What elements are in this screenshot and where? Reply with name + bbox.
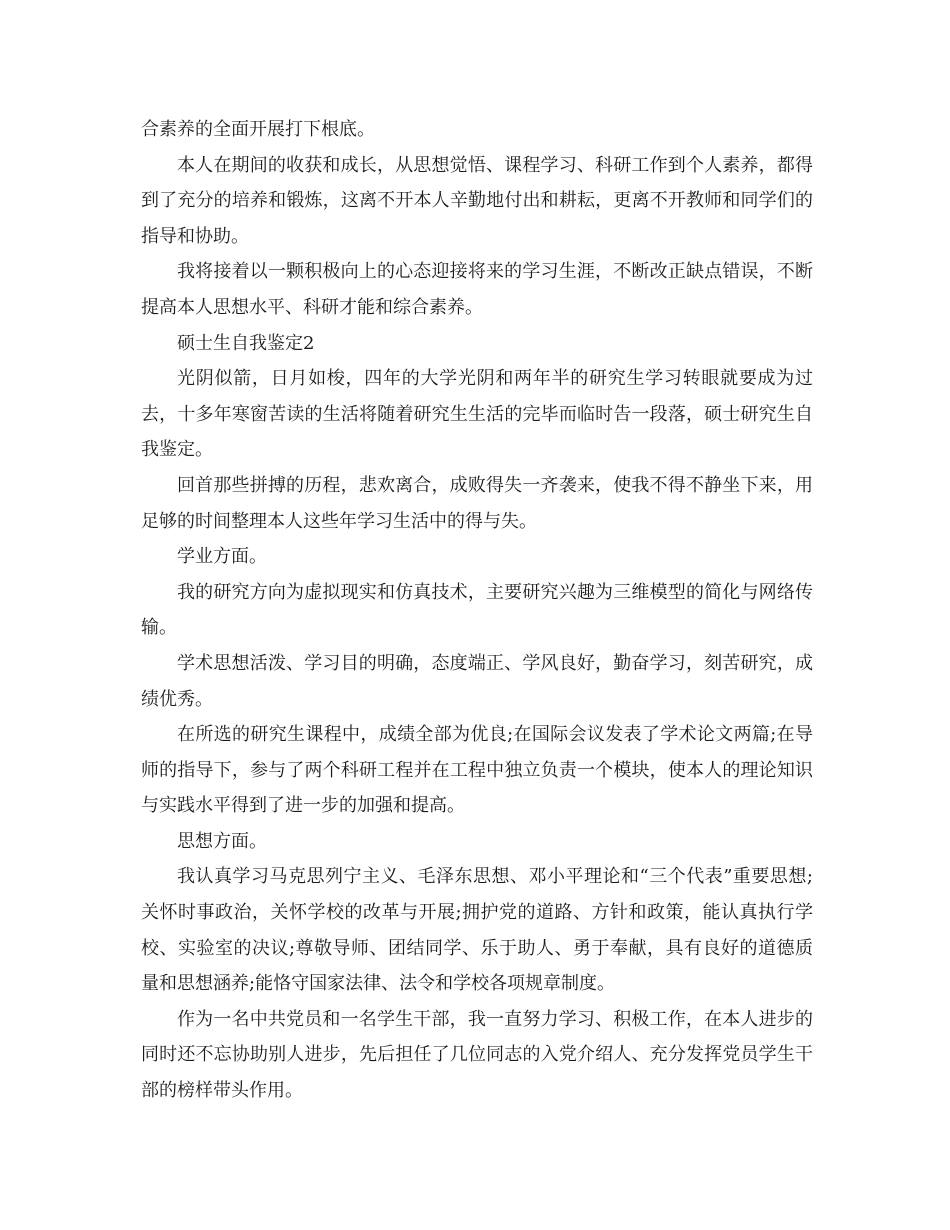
paragraph-political-study: 我认真学习马克思列宁主义、毛泽东思想、邓小平理论和“三个代表”重要思想;关怀时事政治，关怀学校的改革与开展;拥护党的道路、方针和政策，能认真执行学校、实验室的决议;尊敬导师、团结同学、乐于助人、勇于奉献，具有良好的道德质量和思想涵养;能恪守国家法律、法令和学校各项规章制度。: [141, 866, 813, 995]
document-body: [141, 112, 813, 1109]
paragraph-time-flies: 光阴似箭，日月如梭，四年的大学光阴和两年半的研究生学习转眼就要成为过去，十多年寒窗苦读的生活将随着研究生生活的完毕而临时告一段落，硕士研究生自我鉴定。: [141, 368, 813, 461]
paragraph-gains-and-growth: 本人在期间的收获和成长，从思想觉悟、课程学习、科研工作到个人素养，都得到了充分的培养和锻炼，这离不开本人辛勤地付出和耕耘，更离不开教师和同学们的指导和协助。: [141, 154, 813, 247]
paragraph-coursework-and-papers: 在所选的研究生课程中，成绩全部为优良;在国际会议发表了学术论文两篇;在导师的指导下，参与了两个科研工程并在工程中独立负责一个模块，使本人的理论知识与实践水平得到了进一步的加强和提高。: [141, 724, 813, 817]
subheading-academics: 学业方面。: [177, 546, 267, 568]
paragraph-research-direction: 我的研究方向为虚拟现实和仿真技术，主要研究兴趣为三维模型的简化与网络传输。: [141, 581, 813, 639]
section-heading-self-assessment-2: 硕士生自我鉴定2: [177, 332, 315, 354]
paragraph-academic-attitude: 学术思想活泼、学习目的明确，态度端正、学风良好，勤奋学习，刻苦研究，成绩优秀。: [141, 652, 813, 710]
paragraph-future-attitude: 我将接着以一颗积极向上的心态迎接将来的学习生涯，不断改正缺点错误，不断提高本人思想水平、科研才能和综合素养。: [141, 261, 813, 318]
subheading-ideology: 思想方面。: [177, 830, 267, 852]
paragraph-continuation: 合素养的全面开展打下根底。: [141, 119, 375, 140]
paragraph-party-member-role: 作为一名中共党员和一名学生干部，我一直努力学习、积极工作，在本人进步的同时还不忘协助别人进步，先后担任了几位同志的入党介绍人、充分发挥党员学生干部的榜样带头作用。: [141, 1008, 813, 1102]
paragraph-looking-back: 回首那些拼搏的历程，悲欢离合，成败得失一齐袭来，使我不得不静坐下来，用足够的时间整理本人这些年学习生活中的得与失。: [141, 474, 813, 532]
